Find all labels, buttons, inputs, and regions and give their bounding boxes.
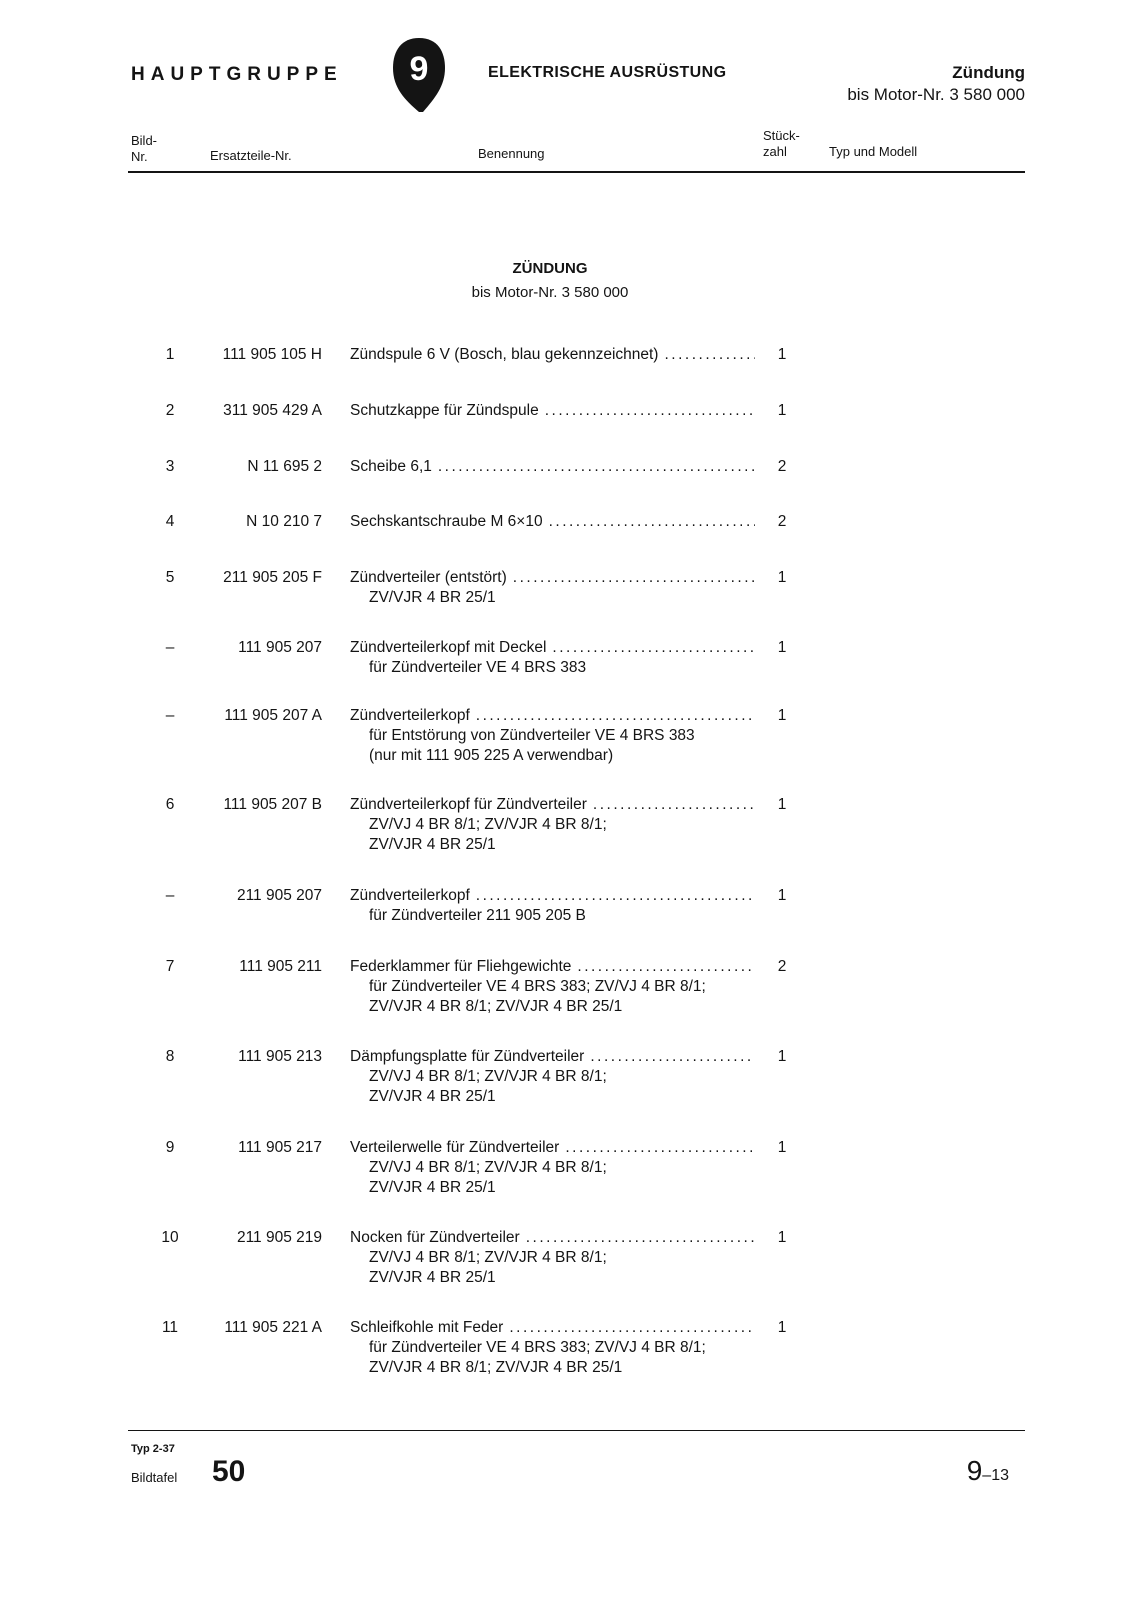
item-name-text: Zündverteilerkopf mit Deckel <box>350 639 547 656</box>
item-detail-line: ZV/VJR 4 BR 25/1 <box>369 1179 496 1196</box>
item-part-number: 311 905 429 A <box>223 402 322 419</box>
leader-dots <box>503 1318 755 1338</box>
footer-rule <box>128 1430 1025 1431</box>
item-name-line <box>350 795 755 815</box>
item-name-line <box>350 568 755 588</box>
item-name-line <box>350 1138 755 1158</box>
leader-dots <box>546 638 755 658</box>
item-part-number: 111 905 207 <box>238 639 322 656</box>
item-detail-line: für Zündverteiler VE 4 BRS 383; ZV/VJ 4 BR 8/1; <box>369 978 706 995</box>
item-name-line <box>350 706 755 726</box>
item-quantity: 1 <box>777 707 787 724</box>
item-bild-number: 1 <box>165 346 175 363</box>
item-part-number: 111 905 221 A <box>224 1319 322 1336</box>
page-number-main: 9 <box>966 1455 983 1486</box>
item-detail-line: ZV/VJ 4 BR 8/1; ZV/VJR 4 BR 8/1; <box>369 816 607 833</box>
header-rule <box>128 171 1025 173</box>
item-part-number: 111 905 105 H <box>222 346 322 363</box>
item-quantity: 1 <box>777 1048 787 1065</box>
item-name-line <box>350 401 755 421</box>
footer-type: Typ 2-37 <box>131 1443 175 1455</box>
item-name-text: Verteilerwelle für Zündverteiler <box>350 1139 560 1156</box>
col-bild-line2: Nr. <box>131 149 148 164</box>
leader-dots <box>507 568 755 588</box>
item-quantity: 1 <box>777 1229 787 1246</box>
item-part-number: 111 905 211 <box>239 958 322 975</box>
item-bild-number: 5 <box>165 569 175 586</box>
item-bild-number: 7 <box>165 958 175 975</box>
item-quantity: 1 <box>777 1139 787 1156</box>
item-name-line <box>350 638 755 658</box>
section-title: ELEKTRISCHE AUSRÜSTUNG <box>488 64 727 81</box>
col-part-number: Ersatzteile-Nr. <box>210 148 292 163</box>
item-bild-number: 9 <box>165 1139 175 1156</box>
item-name <box>350 345 755 365</box>
item-name <box>350 401 755 421</box>
footer-bildtafel-number: 50 <box>212 1455 246 1488</box>
page-number-suffix: –13 <box>982 1467 1009 1484</box>
item-name-text: Federklammer für Fliehgewichte <box>350 958 572 975</box>
item-name-text: Scheibe 6,1 <box>350 458 432 475</box>
item-name <box>350 706 755 766</box>
item-detail-line: ZV/VJ 4 BR 8/1; ZV/VJR 4 BR 8/1; <box>369 1159 607 1176</box>
item-name-line <box>350 1228 755 1248</box>
leader-dots <box>658 345 755 365</box>
item-detail-line: ZV/VJR 4 BR 8/1; ZV/VJR 4 BR 25/1 <box>369 998 623 1015</box>
leader-dots <box>470 886 755 906</box>
col-model: Typ und Modell <box>829 144 918 159</box>
item-detail-line: für Zündverteiler VE 4 BRS 383; ZV/VJ 4 BR 8/1; <box>369 1339 706 1356</box>
col-qty <box>763 128 800 160</box>
col-qty-line2: zahl <box>763 144 787 159</box>
item-name-text: Zündverteilerkopf <box>350 707 470 724</box>
item-name-line <box>350 957 755 977</box>
leader-dots <box>543 512 755 532</box>
item-detail-line: ZV/VJR 4 BR 25/1 <box>369 589 496 606</box>
item-name <box>350 957 755 1017</box>
item-name-line <box>350 1047 755 1067</box>
item-part-number: 211 905 205 F <box>223 569 322 586</box>
item-part-number: N 11 695 2 <box>247 458 322 475</box>
item-detail-line: ZV/VJ 4 BR 8/1; ZV/VJR 4 BR 8/1; <box>369 1068 607 1085</box>
footer-bildtafel-label: Bildtafel <box>131 1470 178 1485</box>
item-name <box>350 1138 755 1198</box>
item-detail-line: ZV/VJ 4 BR 8/1; ZV/VJR 4 BR 8/1; <box>369 1249 607 1266</box>
item-part-number: 111 905 217 <box>238 1139 322 1156</box>
item-bild-number: – <box>165 639 175 656</box>
list-section-title: ZÜNDUNG <box>512 260 588 277</box>
leader-dots <box>520 1228 755 1248</box>
item-name <box>350 1228 755 1288</box>
item-name-text: Sechskantschraube M 6×10 <box>350 513 543 530</box>
item-quantity: 1 <box>777 402 787 419</box>
item-quantity: 2 <box>777 458 787 475</box>
list-section-subtitle: bis Motor-Nr. 3 580 000 <box>471 284 629 301</box>
item-bild-number: 3 <box>165 458 175 475</box>
col-qty-line1: Stück- <box>763 128 800 143</box>
item-quantity: 1 <box>777 1319 787 1336</box>
item-name <box>350 568 755 608</box>
item-name-line <box>350 457 755 477</box>
item-bild-number: 6 <box>165 796 175 813</box>
leader-dots <box>571 957 755 977</box>
item-name-line <box>350 345 755 365</box>
item-name-line <box>350 512 755 532</box>
item-quantity: 1 <box>777 569 787 586</box>
item-quantity: 2 <box>777 958 787 975</box>
item-part-number: 111 905 207 B <box>223 796 322 813</box>
leader-dots <box>587 795 755 815</box>
item-name <box>350 457 755 477</box>
col-name: Benennung <box>478 146 545 161</box>
item-detail-line: ZV/VJR 4 BR 8/1; ZV/VJR 4 BR 25/1 <box>369 1359 623 1376</box>
item-bild-number: 2 <box>165 402 175 419</box>
leader-dots <box>432 457 755 477</box>
item-quantity: 1 <box>777 887 787 904</box>
item-detail-line: ZV/VJR 4 BR 25/1 <box>369 836 496 853</box>
item-part-number: N 10 210 7 <box>246 513 322 530</box>
group-number-badge <box>393 38 445 112</box>
item-quantity: 1 <box>777 346 787 363</box>
item-bild-number: 10 <box>161 1229 179 1246</box>
item-name-text: Zündverteilerkopf für Zündverteiler <box>350 796 587 813</box>
topic-range: bis Motor-Nr. 3 580 000 <box>847 85 1025 104</box>
item-name <box>350 886 755 926</box>
item-name <box>350 1318 755 1378</box>
item-detail-line: (nur mit 111 905 225 A verwendbar) <box>369 747 614 764</box>
item-part-number: 211 905 207 <box>236 887 322 904</box>
item-bild-number: 11 <box>161 1319 179 1336</box>
item-bild-number: 8 <box>165 1048 175 1065</box>
col-bild-line1: Bild- <box>131 133 158 148</box>
item-name <box>350 1047 755 1107</box>
item-detail-line: ZV/VJR 4 BR 25/1 <box>369 1088 496 1105</box>
col-bild-nr <box>131 133 157 165</box>
item-name-text: Dämpfungsplatte für Zündverteiler <box>350 1048 585 1065</box>
item-part-number: 211 905 219 <box>236 1229 322 1246</box>
item-name-text: Zündverteiler (entstört) <box>350 569 507 586</box>
leader-dots <box>470 706 755 726</box>
item-name <box>350 795 755 855</box>
item-name-text: Schleifkohle mit Feder <box>350 1319 504 1336</box>
item-bild-number: – <box>165 887 175 904</box>
item-name-text: Zündspule 6 V (Bosch, blau gekennzeichnet) <box>350 346 659 363</box>
item-name-text: Zündverteilerkopf <box>350 887 470 904</box>
header-topic <box>847 62 1025 106</box>
item-name-line <box>350 1318 755 1338</box>
item-detail-line: für Entstörung von Zündverteiler VE 4 BRS 383 <box>369 727 695 744</box>
topic-title: Zündung <box>952 63 1025 82</box>
leader-dots <box>584 1047 755 1067</box>
item-part-number: 111 905 213 <box>238 1048 322 1065</box>
item-detail-line: ZV/VJR 4 BR 25/1 <box>369 1269 496 1286</box>
item-quantity: 1 <box>777 639 787 656</box>
item-bild-number: – <box>165 707 175 724</box>
item-name <box>350 638 755 678</box>
page-number <box>967 1455 1009 1487</box>
leader-dots <box>539 401 755 421</box>
group-number: 9 <box>409 50 429 88</box>
item-name-line <box>350 886 755 906</box>
item-quantity: 1 <box>777 796 787 813</box>
item-detail-line: für Zündverteiler 211 905 205 B <box>369 907 586 924</box>
item-name <box>350 512 755 532</box>
item-part-number: 111 905 207 A <box>224 707 322 724</box>
item-bild-number: 4 <box>165 513 175 530</box>
item-name-text: Nocken für Zündverteiler <box>350 1229 520 1246</box>
main-group-label: HAUPTGRUPPE <box>131 64 343 85</box>
leader-dots <box>559 1138 755 1158</box>
item-detail-line: für Zündverteiler VE 4 BRS 383 <box>369 659 587 676</box>
item-name-text: Schutzkappe für Zündspule <box>350 402 539 419</box>
item-quantity: 2 <box>777 513 787 530</box>
